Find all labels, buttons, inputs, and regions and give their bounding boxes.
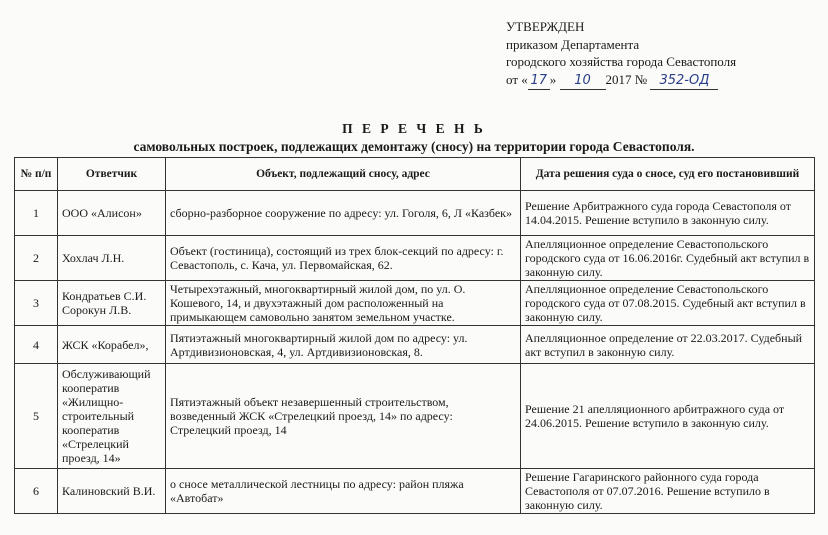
table-row — [15, 281, 815, 326]
date-quote-close: » — [549, 71, 557, 87]
row-object: сборно-разборное сооружение по адресу: ул. Гоголя, 6, Л «Казбек» — [166, 191, 521, 236]
order-number: 352-ОД — [650, 72, 718, 91]
approval-line-department: городского хозяйства города Севастополя — [506, 54, 737, 69]
row-decision: Апелляционное определение Севастопольского городского суда от 07.08.2015. Судебный акт вступил в законную силу. — [521, 281, 815, 326]
row-num: 2 — [15, 236, 58, 281]
table-row — [15, 191, 815, 236]
date-month: 10 — [560, 72, 606, 91]
row-num: 6 — [15, 469, 58, 514]
row-num: 4 — [15, 326, 58, 364]
row-object: о сносе металлической лестницы по адресу: район пляжа «Автобат» — [166, 469, 521, 514]
row-object: Пятиэтажный многоквартирный жилой дом по адресу: ул. Артдивизионовская, 4, ул. Артдивизионовская, 8. — [166, 326, 521, 364]
demolition-table — [14, 157, 815, 514]
row-decision: Апелляционное определение от 22.03.2017. Судебный акт вступил в законную силу. — [521, 326, 815, 364]
approval-line-order: приказом Департамента — [506, 36, 640, 52]
row-defendant: ООО «Алисон» — [58, 191, 166, 236]
header-object: Объект, подлежащий сносу, адрес — [166, 158, 521, 191]
row-decision: Решение Гагаринского районного суда города Севастополя от 07.07.2016. Решение вступило в законную силу. — [521, 469, 815, 514]
row-object: Объект (гостиница), состоящий из трех блок-секций по адресу: г. Севастополь, с. Кача, ул. Первомайская, 62. — [166, 236, 521, 281]
date-prefix: от « — [506, 71, 528, 87]
row-decision: Апелляционное определение Севастопольского городского суда от 16.06.2016г. Судебный акт вступил в законную силу. — [521, 236, 815, 281]
date-day: 17 — [528, 72, 550, 91]
row-num: 5 — [15, 364, 58, 469]
row-defendant: Калиновский В.И. — [58, 469, 166, 514]
row-num: 3 — [15, 281, 58, 326]
approval-block — [506, 18, 736, 90]
date-year: 2017 № — [605, 71, 648, 87]
table-row — [15, 236, 815, 281]
row-decision: Решение Арбитражного суда города Севастополя от 14.04.2015. Решение вступило в законную силу. — [521, 191, 815, 236]
row-object: Четырехэтажный, многоквартирный жилой дом, по ул. О. Кошевого, 14, и двухэтажный дом расположенный на примыкающем самовольно занятом земельном участке. — [166, 281, 521, 326]
row-decision: Решение 21 апелляционного арбитражного суда от 24.06.2015. Решение вступило в законную силу. — [521, 364, 815, 469]
table-row — [15, 326, 815, 364]
title-subtitle: самовольных построек, подлежащих демонтажу (сносу) на территории города Севастополя. — [133, 139, 695, 154]
header-num: № п/п — [15, 158, 58, 191]
header-decision: Дата решения суда о сносе, суд его постановивший — [521, 158, 815, 191]
header-defendant: Ответчик — [58, 158, 166, 191]
table-row — [15, 364, 815, 469]
row-num: 1 — [15, 191, 58, 236]
document-title — [0, 120, 828, 156]
table-header-row — [15, 158, 815, 191]
row-defendant: Обслуживающий кооператив «Жилищно-строительный кооператив «Стрелецкий проезд, 14» — [58, 364, 166, 469]
title-heading: П Е Р Е Ч Е Н Ь — [342, 121, 486, 136]
row-defendant: Хохлач Л.Н. — [58, 236, 166, 281]
approval-date-line — [506, 71, 736, 91]
table-row — [15, 469, 815, 514]
approval-heading: УТВЕРЖДЕН — [506, 19, 585, 34]
row-defendant: Кондратьев С.И. Сорокун Л.В. — [58, 281, 166, 326]
row-object: Пятиэтажный объект незавершенный строительством, возведенный ЖСК «Стрелецкий проезд, 14» по адресу: Стрелецкий проезд, 14 — [166, 364, 521, 469]
row-defendant: ЖСК «Корабел», — [58, 326, 166, 364]
